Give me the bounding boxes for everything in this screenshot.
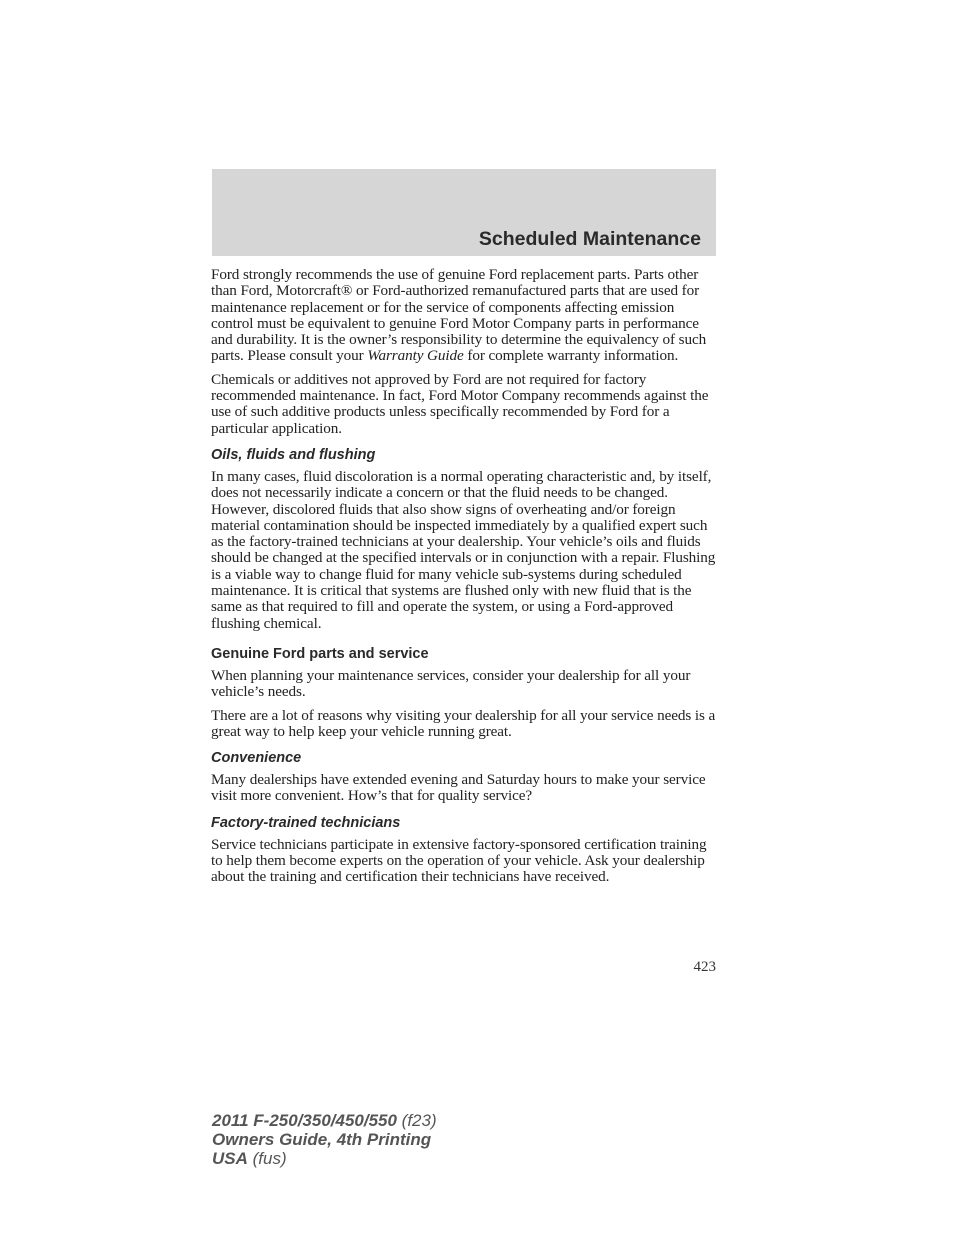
footer-region-line: USA (fus) xyxy=(212,1149,287,1168)
genuine-paragraph-1: When planning your maintenance services, consider your dealership for all your vehicle’s needs. xyxy=(211,666,691,701)
footer-guide-line: Owners Guide, 4th Printing xyxy=(212,1130,432,1149)
intro-paragraph-1 xyxy=(211,267,717,365)
oils-paragraph: In many cases, fluid discoloration is a normal operating characteristic and, by itself, does not necessarily indicate a concern or that the fluid needs to be changed. However, discolored fluids that also show signs of overheating and/or foreign material contamination should be inspected immediately by a qualified expert such as the factory-trained technicians at your dealership. Your vehicle’s oils and fluids should be changed at the specified intervals or in conjunction with a repair. Flushing is a viable way to change fluid for many vehicle sub-systems during scheduled maintenance. It is critical that systems are flushed only with new fluid that is the same as that required to fill and operate the system, or using a Ford-approved flushing chemical. xyxy=(211,467,716,632)
page-number: 423 xyxy=(693,959,716,975)
oils-heading: Oils, fluids and flushing xyxy=(211,446,376,463)
document-footer xyxy=(212,1111,437,1168)
technicians-heading: Factory-trained technicians xyxy=(211,814,401,831)
section-title: Scheduled Maintenance xyxy=(478,228,701,250)
convenience-paragraph: Many dealerships have extended evening and Saturday hours to make your service visit more convenient. How’s that for quality service? xyxy=(211,771,706,805)
genuine-parts-heading: Genuine Ford parts and service xyxy=(211,645,429,662)
intro-text-before: Ford strongly recommends the use of genuine Ford replacement parts. Parts other than Ford, Motorcraft® or Ford-authorized remanufactured parts that are used for maintenance replacement or for the service of components affecting emission control must be equivalent to genuine Ford Motor Company parts in performance and durability. It is the owner’s responsibility to determine the equivalency of such parts. Please consult your xyxy=(211,266,707,365)
section-header-band xyxy=(212,169,716,256)
intro-paragraph-2: Chemicals or additives not approved by Ford are not required for factory recommended maintenance. In fact, Ford Motor Company recommends against the use of such additive products unless specifically recommended by Ford for a particular application. xyxy=(211,370,709,437)
genuine-paragraph-2: There are a lot of reasons why visiting your dealership for all your service needs is a great way to help keep your vehicle running great. xyxy=(211,706,716,740)
footer-model-line: 2011 F-250/350/450/550 (f23) xyxy=(212,1111,437,1130)
intro-text-after: for complete warranty information. xyxy=(463,347,679,365)
page-content xyxy=(211,267,717,886)
convenience-heading: Convenience xyxy=(211,750,302,767)
technicians-paragraph: Service technicians participate in extensive factory-sponsored certification training to help them become experts on the operation of your vehicle. Ask your dealership about the training and certification their technicians have received. xyxy=(211,835,707,886)
warranty-guide-title: Warranty Guide xyxy=(367,347,464,365)
